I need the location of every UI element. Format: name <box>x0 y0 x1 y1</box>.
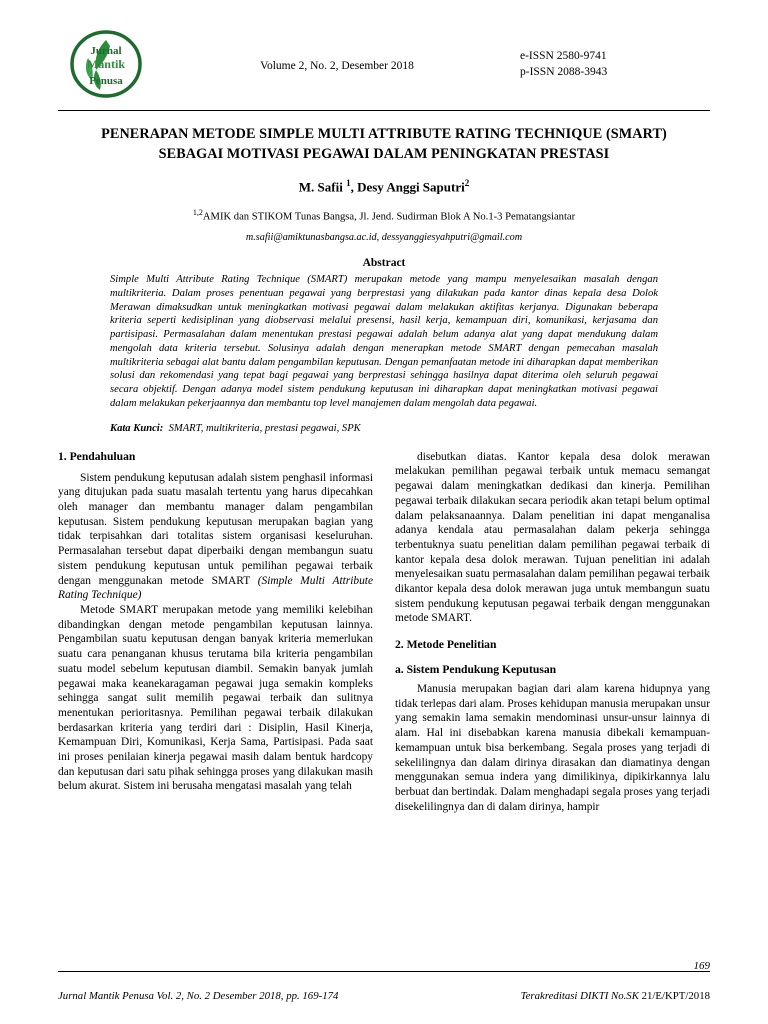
journal-logo <box>58 28 154 100</box>
body-columns <box>58 450 710 815</box>
logo-icon <box>58 28 154 100</box>
author-1: M. Safii <box>298 179 347 195</box>
column-right <box>395 450 710 815</box>
paragraph-text: Sistem pendukung keputusan adalah sistem penghasil informasi yang ditujukan pada suatu masalah tertentu yang harus dipecahkan oleh manager dan membantu manager dalam pengambilan keputusan. Sistem pendukung keputusan merupakan bagian yang tidak terpisahkan dari totalitas sistem organisasi keseluruhan. Permasalahan tersebut dapat diperbaiki dengan membangun suatu sistem pendukung keputusan untuk pemilihan pegawai terbaik dengan menggunakan metode SMART <box>58 471 373 587</box>
section-heading-metode-penelitian: 2. Metode Penelitian <box>395 638 497 652</box>
affiliation <box>58 208 710 223</box>
footer-accreditation-label: Terakreditasi DIKTI No.SK <box>520 990 642 1002</box>
page-header <box>58 28 710 106</box>
author-1-sup: 1 <box>346 178 351 189</box>
keywords-text: SMART, multikriteria, prestasi pegawai, SPK <box>168 422 361 434</box>
pissn: p-ISSN 2088-3943 <box>520 66 608 78</box>
eissn: e-ISSN 2580-9741 <box>520 50 607 63</box>
author-2-sup: 2 <box>464 178 470 189</box>
subsection-heading-spk: a. Sistem Pendukung Keputusan <box>395 663 557 677</box>
paragraph: Metode SMART merupakan metode yang memiliki kelebihan dibandingkan dengan metode pengambilan keputusan lainnya. Pengambilan suatu keputusan dengan banyak kriteria memerlukan suatu cara penanganan khusus terutama bila kriteria pengambilan suatu model sebelum keputusan diambil. Semakin banyak jumlah pegawai maka keanekaragaman pegawai juga semakin kompleks sehingga sangat sulit memilih pegawai terbaik dan sulitnya menentukan perioritasnya. Pemilihan pegawai terbaik dilakukan berdasarkan kriteria yang terdiri dari : Disiplin, Hasil Kinerja, Kemampuan Diri, Komunikasi, Kerja Sama, Partisipasi. Pada saat ini proses penilaian kinerja pegawai masih dalam bentuk hardcopy dan keputusan dari satu pihak sehingga proses yang dilakukan masih belum akurat. Sistem ini berusaha mengatasi masalah yang telah <box>58 603 373 793</box>
author-2: , Desy Anggi Saputri <box>350 179 465 195</box>
paragraph <box>58 471 373 603</box>
paragraph: disebutkan diatas. Kantor kepala desa dolok merawan melakukan pemilihan pegawai terbaik untuk memacu semangat pegawai dalam meningkatkan dedikasi dan kinerja. Pemilihan pegawai terbaik dilakukan secara periodik akan tetapi belum optimal dalam pelaksanaannya. Dalam penelitian ini dapat menganalisa adanya kendala atau permasalahan dalam pekerja sehingga terbentuknya suatu penelitian dalam pemilihan pegawai terbaik di kantor kepala desa dolok merawan. Tujuan penelitian ini adalah menyelesaikan suatu permasalahan dalam pemilihan pegawai terbaik dikantor kepala desa dolok merawan juga untuk membangun suatu sistem pendukung keputusan pegawai terbaik dengan menggunakan metode SMART. <box>395 450 710 625</box>
column-left <box>58 450 373 815</box>
header-divider <box>58 110 710 111</box>
paragraph: Manusia merupakan bagian dari alam karena hidupnya yang tidak terlepas dari alam. Proses kehidupan manusia merupakan unsur yang semakin lama semakin mendominasi unsur-unsur lainnya di alam. Hal ini disebabkan karena manusia dibekali kemampuan-kemampuan untuk bisa berkembang. Segala proses yang terjadi di sekelilingnya dan dalam dirinya dirasakan dan diamatinya dengan menggunakan semua indera yang dimilikinya, dipikirkannya lalu berbuat dan bertindak. Dalam menghadapi segala proses yang terjadi disekelilingnya dan di dalam dirinya, hampir <box>395 683 710 813</box>
page-title: PENERAPAN METODE SIMPLE MULTI ATTRIBUTE RATING TECHNIQUE (SMART) SEBAGAI MOTIVASI PEGAWAI DALAM PENINGKATAN PRESTASI <box>101 126 667 162</box>
author-emails: m.safii@amiktunasbangsa.ac.id, dessyanggiesyahputri@gmail.com <box>245 232 523 244</box>
affiliation-sup: 1,2 <box>192 207 203 217</box>
footer-accreditation-number: 21/E/KPT/2018 <box>641 990 710 1002</box>
abstract-body: Simple Multi Attribute Rating Technique (SMART) merupakan metode yang mampu menyelesaikan masalah dengan multikriteria. Dalam proses penentuan pegawai yang berprestasi yang dilakukan pada kantor dinas kepala desa Dolok Merawan dimaksudkan untuk meningkatkan motivasi pegawai dalam melakukan aktifitas kerjanya. Digunakan beberapa kriteria seperti kedisiplinan yang diobservasi melalui presensi, hasil kerja, kemampuan diri, komunikasi, kerjasama dan partisipasi. Permasalahan dalam menentukan prestasi pegawai adalah belum adanya alat yang dapat mendukung dalam mengolah data kriteria tersebut. Solusinya adalah dengan menerapkan metode SMART dengan pemecahan masalah multikriteria sebagai alat bantu dalam pengambilan keputusan. Dengan pemanfaatan metode ini diharapkan dapat memberikan solusi dan rekomendasi yang tepat bagi pegawai yang berprestasi sehingga hasilnya dapat diterima oleh seluruh pegawai secara objektif. Dengan adanya model sistem pendukung keputusan ini diharapkan dapat meningkatkan motivasi pegawai dalam melakukan pekerjaannya dan membantu top level manajemen dalam mengolah data pegawai. <box>110 274 658 409</box>
svg-text:Penusa: Penusa <box>89 75 123 87</box>
abstract-heading: Abstract <box>362 257 406 270</box>
affiliation-text: AMIK dan STIKOM Tunas Bangsa, Jl. Jend. Sudirman Blok A No.1-3 Pematangsiantar <box>202 211 576 223</box>
abstract-section <box>110 257 658 411</box>
volume-info: Volume 2, No. 2, Desember 2018 <box>260 60 414 72</box>
svg-text:Mantik: Mantik <box>86 57 126 71</box>
footer-divider <box>58 971 710 972</box>
footer-accreditation <box>521 990 710 1002</box>
section-heading-pendahuluan: 1. Pendahuluan <box>58 449 136 463</box>
page-number: 169 <box>693 960 710 972</box>
keywords-label: Kata Kunci: <box>110 422 164 434</box>
keywords-label-text: Kata Kunci <box>110 422 160 434</box>
footer-citation: Jurnal Mantik Penusa Vol. 2, No. 2 Desember 2018, pp. 169-174 <box>58 990 339 1002</box>
issn-block <box>520 47 710 80</box>
paragraph-italic-tail: (Simple Multi Attribute Rating Technique) <box>58 574 373 602</box>
authors <box>58 178 710 195</box>
keywords <box>110 423 658 434</box>
page-footer <box>58 990 710 1002</box>
svg-text:Jurnal: Jurnal <box>90 45 122 57</box>
